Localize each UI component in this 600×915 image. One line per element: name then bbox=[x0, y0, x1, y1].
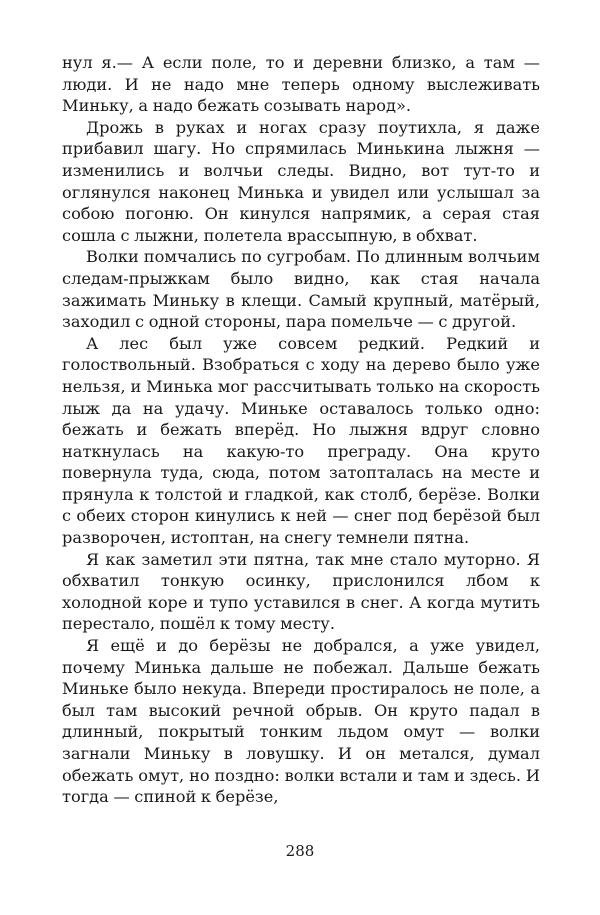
paragraph: А лес был уже совсем редкий. Редкий и голоствольный. Взобраться с ходу на дерево было уже нельзя, и Минька мог рассчитывать только на скорость лыж да на удачу. Миньке оставалось только одно: бежать и бежать вперёд. Но лыжня вдруг словно наткнулась на какую-то преграду. Она круто повернула туда, сюда, потом затопталась на месте и прянула к толстой и гладкой, как столб, берёзе. Волки с обеих сторон кинулись к ней — снег под берёзой был разворочен, истоптан, на снегу темнели пятна. bbox=[62, 333, 540, 548]
paragraph: Я ещё и до берёзы не добрался, а уже увидел, почему Минька дальше не побежал. Дальше бежать Миньке было некуда. Впереди простиралось не поле, а был там высокий речной обрыв. Он круто падал в длинный, покрытый тонким льдом омут — волки загнали Миньку в ловушку. И он метался, думал обежать омут, но поздно: волки встали и там и здесь. И тогда — спиной к берёзе, bbox=[62, 636, 540, 807]
paragraph: Я как заметил эти пятна, так мне стало муторно. Я обхватил тонкую осинку, прислонился лбом к холодной коре и тупо уставился в снег. А когда мутить перестало, пошёл к тому месту. bbox=[62, 549, 540, 634]
paragraph: Волки помчались по сугробам. По длинным волчьим следам-прыжкам было видно, как стая начала зажимать Миньку в клещи. Самый крупный, матёрый, заходил с одной стороны, пара помельче — с другой. bbox=[62, 247, 540, 332]
paragraph-continuation: нул я.— А если поле, то и деревни близко, а там — люди. И не надо мне теперь одному выслеживать Миньку, а надо бежать созывать народ». bbox=[62, 53, 540, 116]
page-text bbox=[62, 52, 540, 808]
paragraph: Дрожь в руках и ногах сразу поутихла, я даже прибавил шагу. Но спрямилась Минькина лыжня — изменились и волчьи следы. Видно, вот тут-то и оглянулся наконец Минька и увидел или услышал за собою погоню. Он кинулся напрямик, а серая стая сошла с лыжни, полетела врассыпную, в обхват. bbox=[62, 117, 540, 245]
page-number: 288 bbox=[285, 842, 315, 860]
